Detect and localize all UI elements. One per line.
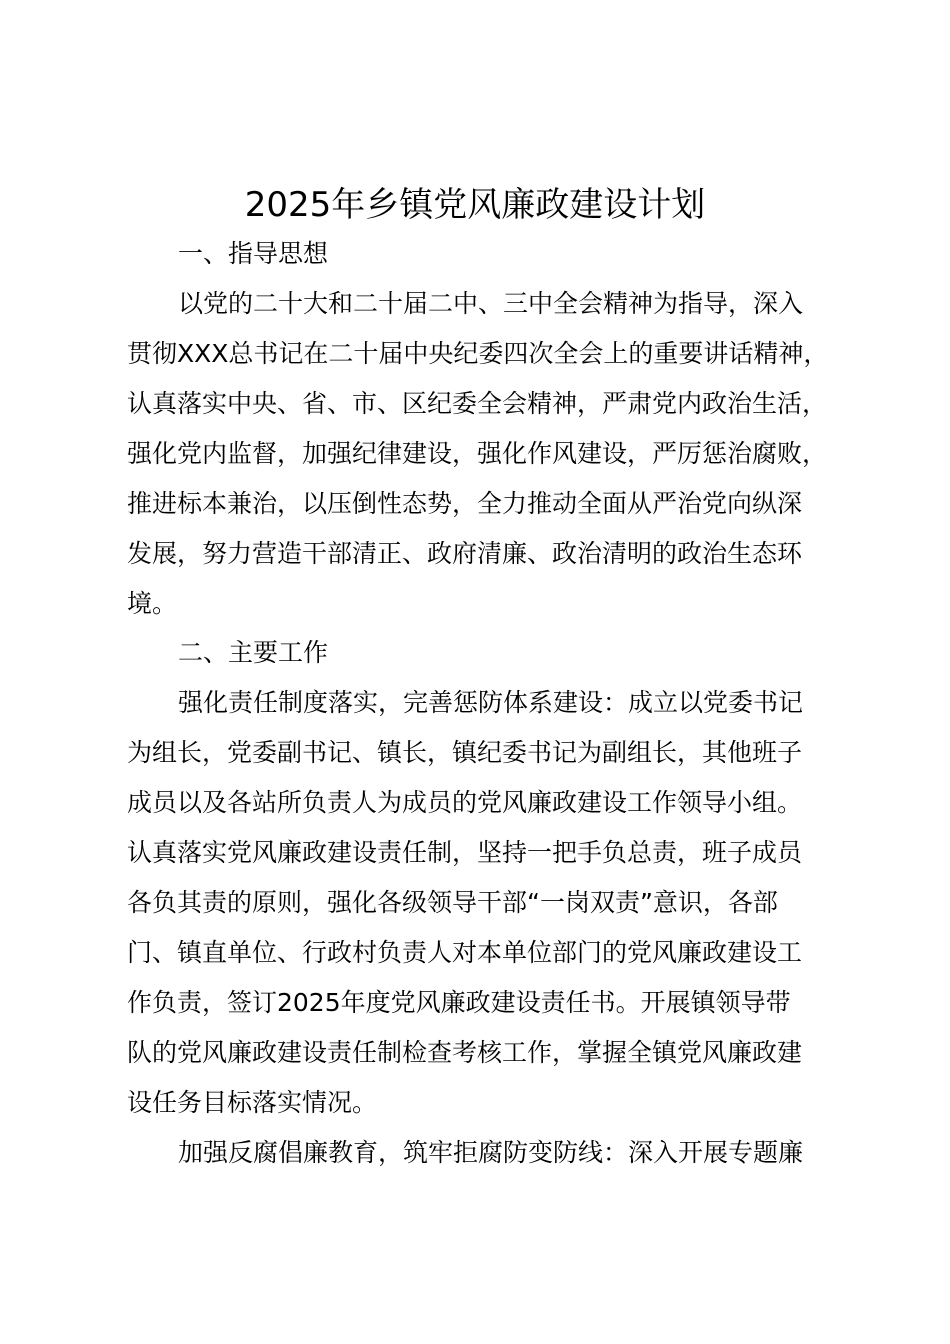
paragraph-line: 认真落实中央、省、市、区纪委全会精神，严肃党内政治生活， (127, 389, 828, 418)
paragraph-line: 贯彻XXX总书记在二十届中央纪委四次全会上的重要讲话精神， (127, 339, 829, 368)
paragraph-line: 各负其责的原则，强化各级领导干部“一岗双责”意识，各部 (127, 888, 778, 917)
document-title: 2025年乡镇党风廉政建设计划 (244, 185, 706, 225)
paragraph-line: 队的党风廉政建设责任制检查考核工作，掌握全镇党风廉政建 (127, 1038, 803, 1067)
paragraph-line: 加强反腐倡廉教育，筑牢拒腐防变防线：深入开展专题廉 (178, 1138, 804, 1167)
paragraph-line: 为组长，党委副书记、镇长，镇纪委书记为副组长，其他班子 (127, 738, 803, 767)
section-heading-guiding-thought: 一、指导思想 (178, 239, 329, 268)
paragraph-line: 以党的二十大和二十届二中、三中全会精神为指导，深入 (178, 289, 804, 318)
paragraph-line: 设任务目标落实情况。 (127, 1088, 378, 1117)
paragraph-line: 强化党内监督，加强纪律建设，强化作风建设，严厉惩治腐败， (127, 439, 828, 468)
section-heading-main-work: 二、主要工作 (178, 638, 329, 667)
paragraph-line: 推进标本兼治，以压倒性态势，全力推动全面从严治党向纵深 (127, 489, 803, 518)
paragraph-line: 认真落实党风廉政建设责任制，坚持一把手负总责，班子成员 (127, 838, 803, 867)
paragraph-line: 门、镇直单位、行政村负责人对本单位部门的党风廉政建设工 (127, 938, 803, 967)
paragraph-line: 作负责，签订2025年度党风廉政建设责任书。开展镇领导带 (127, 988, 791, 1017)
paragraph-line: 强化责任制度落实，完善惩防体系建设：成立以党委书记 (178, 688, 804, 717)
paragraph-line: 成员以及各站所负责人为成员的党风廉政建设工作领导小组。 (127, 788, 803, 817)
paragraph-line: 发展，努力营造干部清正、政府清廉、政治清明的政治生态环 (127, 539, 803, 568)
paragraph-line: 境。 (127, 589, 178, 618)
